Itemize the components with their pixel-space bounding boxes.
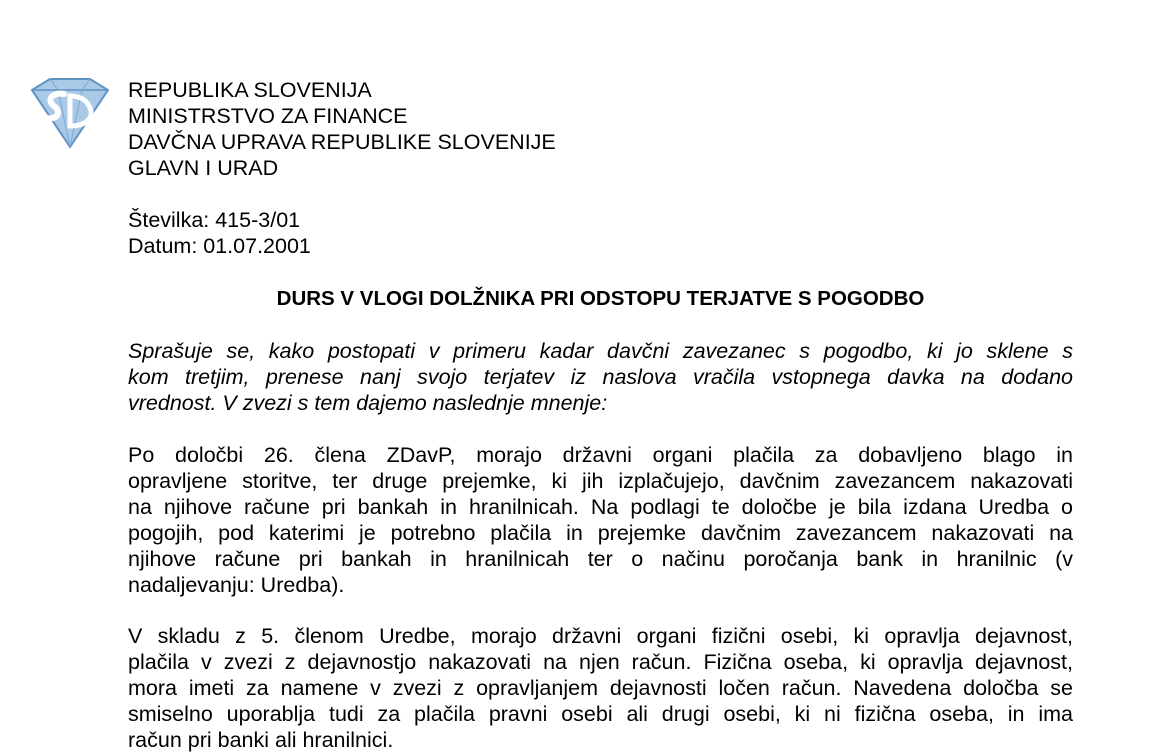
letterhead-tax-authority: DAVČNA UPRAVA REPUBLIKE SLOVENIJE bbox=[128, 130, 556, 154]
intro-line: Sprašuje se, kako postopati v primeru kadar davčni zavezanec s pogodbo, ki jo sklene s bbox=[128, 339, 1073, 363]
intro-line: kom tretjim, prenese nanj svojo terjatev iz naslova vračila vstopnega davka na dodano bbox=[128, 365, 1073, 389]
paragraph-line: mora imeti za namene v zvezi z opravljanjem dejavnosti ločen račun. Navedena določba se bbox=[128, 676, 1073, 700]
body-paragraph-2 bbox=[128, 623, 1073, 753]
paragraph-line: V skladu z 5. členom Uredbe, morajo državni organi fizični osebi, ki opravlja dejavnost, bbox=[128, 624, 1073, 648]
paragraph-line: Po določbi 26. člena ZDavP, morajo državni organi plačila za dobavljeno blago in bbox=[128, 443, 1073, 467]
durs-logo-icon bbox=[28, 76, 112, 150]
letterhead bbox=[128, 77, 556, 181]
paragraph-line: njihove račune pri bankah in hranilnicah ter o načinu poročanja bank in hranilnic (v bbox=[128, 547, 1073, 571]
intro-paragraph bbox=[128, 338, 1073, 416]
paragraph-line: nadaljevanju: Uredba). bbox=[128, 573, 345, 597]
paragraph-line: račun pri banki ali hranilnici. bbox=[128, 728, 394, 752]
document-date: Datum: 01.07.2001 bbox=[128, 234, 311, 258]
body-paragraph-1 bbox=[128, 442, 1073, 598]
paragraph-line: pogojih, pod katerimi je potrebno plačila in prejemke davčnim zavezancem nakazovati na bbox=[128, 521, 1073, 545]
document-meta bbox=[128, 207, 311, 259]
intro-line: vrednost. V zvezi s tem dajemo naslednje mnenje: bbox=[128, 391, 608, 415]
paragraph-line: opravljene storitve, ter druge prejemke, ki jih izplačujejo, davčnim zavezancem nakazovati bbox=[128, 469, 1073, 493]
paragraph-line: na njihove račune pri bankah in hranilnicah. Na podlagi te določbe je bila izdana Uredba o bbox=[128, 495, 1073, 519]
letterhead-office: GLAVN I URAD bbox=[128, 156, 279, 180]
paragraph-line: smiselno uporablja tudi za plačila pravni osebi ali drugi osebi, ki ni fizična oseba, in ima bbox=[128, 702, 1073, 726]
letterhead-ministry: MINISTRSTVO ZA FINANCE bbox=[128, 104, 408, 128]
document-number: Številka: 415-3/01 bbox=[128, 208, 301, 232]
paragraph-line: plačila v zvezi z dejavnostjo nakazovati na njen račun. Fizična oseba, ki opravlja dejavnost, bbox=[128, 650, 1073, 674]
document-title: DURS V VLOGI DOLŽNIKA PRI ODSTOPU TERJATVE S POGODBO bbox=[276, 287, 925, 310]
letterhead-country: REPUBLIKA SLOVENIJA bbox=[128, 78, 372, 102]
